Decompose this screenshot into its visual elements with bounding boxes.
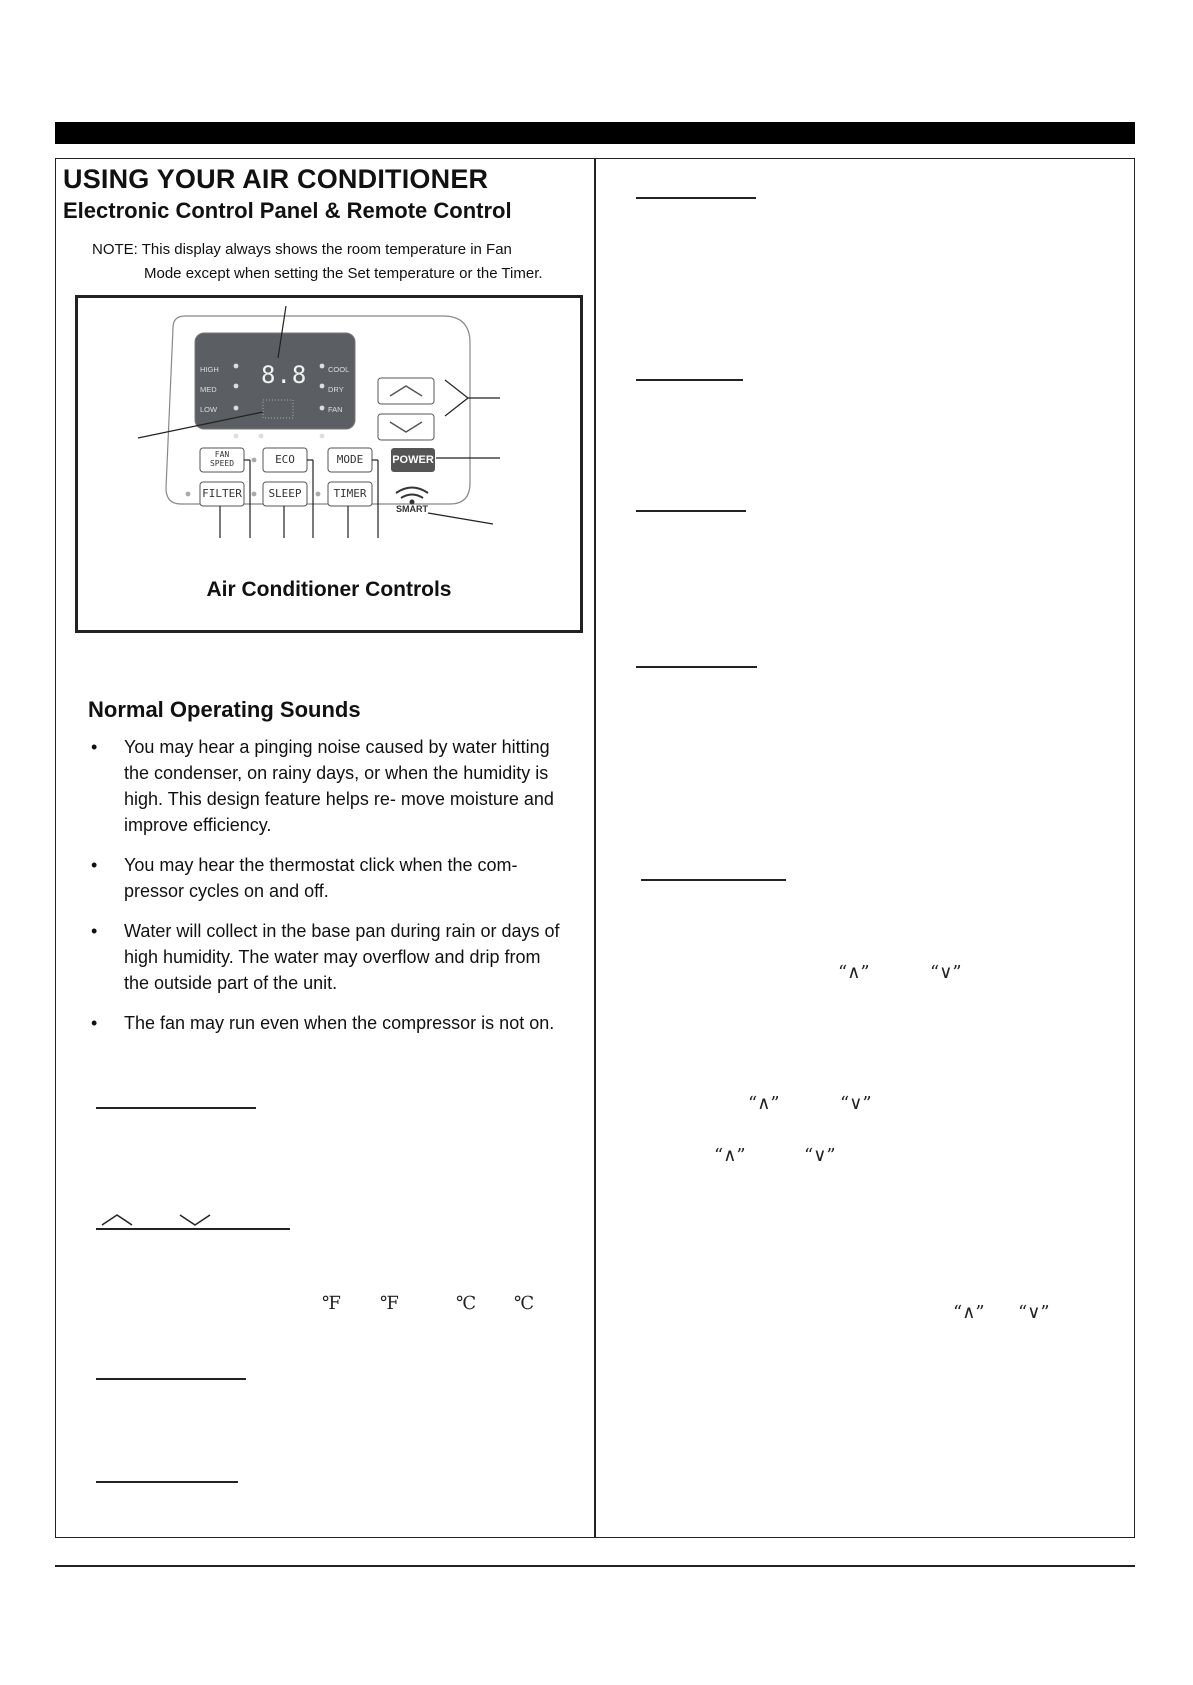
indicator-dry: DRY bbox=[328, 385, 344, 394]
timer-label: TIMER bbox=[333, 487, 367, 500]
fan-label-line-2: SPEED bbox=[209, 459, 235, 468]
display-readout: 8.8 bbox=[261, 361, 308, 389]
sounds-heading: Normal Operating Sounds bbox=[88, 697, 361, 722]
blank-underline bbox=[636, 510, 746, 512]
up-quote-symbol: “∧” bbox=[953, 1302, 985, 1323]
header-bar bbox=[55, 122, 1135, 144]
footer-rule bbox=[55, 1565, 1135, 1567]
blank-underline bbox=[96, 1481, 238, 1483]
deg-f-symbol: ℉ bbox=[380, 1293, 399, 1314]
down-chevron-icon bbox=[178, 1213, 212, 1227]
indicator-fan: FAN bbox=[328, 405, 343, 414]
indicator-high: HIGH bbox=[200, 365, 219, 374]
fan-label-line-1: FAN bbox=[214, 450, 230, 459]
leader-smart bbox=[428, 513, 493, 524]
filter-label: FILTER bbox=[202, 487, 242, 500]
deg-c-symbol: ℃ bbox=[514, 1293, 535, 1314]
figure-caption: Air Conditioner Controls bbox=[206, 578, 452, 601]
indicator-low: LOW bbox=[200, 405, 218, 414]
column-divider bbox=[594, 158, 596, 1538]
list-item: • Water will collect in the base pan during rain or days of high humidity. The water may overflow and drip from the outside part of the unit. bbox=[88, 918, 568, 996]
leader-arrows-bottom bbox=[445, 398, 468, 416]
indicator-cool: COOL bbox=[328, 365, 350, 374]
blank-underline bbox=[636, 197, 756, 199]
down-arrow-button bbox=[378, 414, 434, 440]
page-subtitle: Electronic Control Panel & Remote Control bbox=[63, 198, 512, 223]
blank-underline bbox=[636, 379, 743, 381]
blank-underline bbox=[96, 1107, 256, 1109]
mode-label: MODE bbox=[336, 453, 364, 466]
down-quote-symbol: “∨” bbox=[804, 1145, 836, 1166]
deg-f-symbol: ℉ bbox=[322, 1293, 341, 1314]
power-label: POWER bbox=[392, 454, 434, 466]
page-title: USING YOUR AIR CONDITIONER bbox=[63, 164, 489, 194]
note bbox=[92, 238, 543, 286]
note-line-2: Mode except when setting the Set temperature or the Timer. bbox=[144, 265, 543, 282]
indicator-med: MED bbox=[200, 385, 217, 394]
eco-label: ECO bbox=[275, 453, 295, 466]
fan-speed-label bbox=[200, 450, 244, 468]
list-item: • You may hear the thermostat click when the com- pressor cycles on and off. bbox=[88, 852, 568, 904]
sleep-label: SLEEP bbox=[268, 487, 302, 500]
list-item: • The fan may run even when the compressor is not on. bbox=[88, 1010, 568, 1036]
left-indicator-labels bbox=[200, 360, 219, 420]
down-quote-symbol: “∨” bbox=[930, 962, 962, 983]
up-chevron-icon bbox=[100, 1213, 134, 1227]
note-line-1: NOTE: This display always shows the room temperature in Fan bbox=[92, 241, 512, 258]
blank-underline bbox=[636, 666, 757, 668]
right-indicator-labels bbox=[328, 360, 349, 420]
blank-underline bbox=[96, 1228, 290, 1230]
up-quote-symbol: “∧” bbox=[714, 1145, 746, 1166]
down-quote-symbol: “∨” bbox=[840, 1093, 872, 1114]
up-arrow-button bbox=[378, 378, 434, 404]
smart-label: SMART bbox=[396, 504, 428, 514]
up-quote-symbol: “∧” bbox=[748, 1093, 780, 1114]
up-quote-symbol: “∧” bbox=[838, 962, 870, 983]
control-panel-figure bbox=[75, 295, 583, 633]
leader-arrows-top bbox=[445, 380, 468, 398]
list-item: • You may hear a pinging noise caused by water hitting the condenser, on rainy days, or when the humidity is high. This design feature helps re- move moisture and improve efficiency. bbox=[88, 734, 568, 838]
down-quote-symbol: “∨” bbox=[1018, 1302, 1050, 1323]
blank-underline bbox=[641, 879, 786, 881]
wifi-icon bbox=[396, 488, 428, 504]
blank-underline bbox=[96, 1378, 246, 1380]
deg-c-symbol: ℃ bbox=[456, 1293, 477, 1314]
control-panel-illustration bbox=[78, 298, 580, 548]
sounds-list bbox=[88, 734, 568, 1050]
